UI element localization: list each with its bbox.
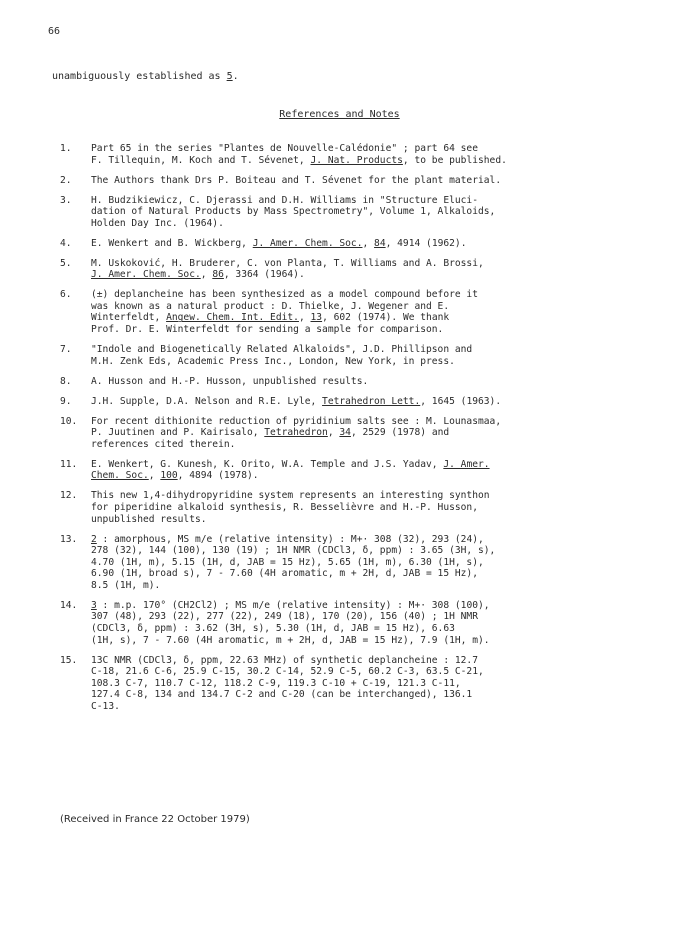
underlined-citation: 86 [212,269,224,281]
lead-end: . [232,71,239,82]
reference-fragment: , 3364 (1964). [223,269,305,281]
reference-fragment: H. Budzikiewicz, C. Djerassi and D.H. Williams in "Structure Eluci- dation of Natural Products by Mass Spectrometry", Volume 1, Alkaloids, Holden Day Inc. (1964). [91,194,496,229]
reference-fragment: , [327,427,340,439]
lead-text: unambiguously established as [52,71,227,82]
reference-number: 4. [60,237,72,249]
reference-text [91,376,626,388]
reference-item [60,238,626,250]
reference-number: 1. [60,143,72,154]
reference-number: 7. [60,344,72,356]
underlined-citation: 13 [310,312,323,324]
references-list [60,143,626,721]
reference-number: 2. [60,174,72,186]
compound-ref: 5 [226,71,233,82]
underlined-citation: 84 [374,237,386,249]
reference-number: 14. [60,599,78,611]
reference-text [91,416,626,451]
reference-text [91,655,626,713]
reference-number: 3. [60,194,72,206]
reference-number: 13. [60,533,78,545]
reference-text [91,175,626,187]
reference-item [60,175,626,187]
reference-text [91,534,626,592]
reference-item [60,459,626,482]
reference-fragment: E. Wenkert, G. Kunesh, K. Orito, W.A. Temple and J.S. Yadav, [91,458,444,470]
reference-fragment: , [148,470,161,482]
reference-text [91,238,626,250]
reference-number: 9. [60,395,72,407]
reference-text [91,344,626,367]
received-date: (Received in France 22 October 1979) [60,814,250,825]
reference-text [91,396,626,408]
reference-text [91,600,626,646]
reference-item [60,258,626,281]
reference-fragment: (±) deplancheine has been synthesized as a model compound before it was known as a natural product : D. Thielke, J. Wegener and E. Winterfeldt, [91,289,478,324]
reference-item [60,396,626,408]
underlined-citation: Angew. Chem. Int. Edit. [166,312,299,324]
underlined-citation: 34 [339,427,351,439]
reference-fragment: , [362,237,375,249]
reference-number: 10. [60,415,78,427]
reference-fragment: , [200,269,213,281]
reference-fragment: "Indole and Biogenetically Related Alkaloids", J.D. Phillipson and M.H. Zenk Eds, Academic Press Inc., London, New York, in press. [91,344,473,367]
lead-sentence [52,71,239,82]
underlined-citation: Tetrahedron [264,427,328,439]
reference-item [60,195,626,230]
reference-fragment: E. Wenkert and B. Wickberg, [91,237,253,249]
reference-item [60,143,626,166]
page-number: 66 [48,26,61,37]
reference-fragment: J.H. Supple, D.A. Nelson and R.E. Lyle, [91,395,323,407]
reference-number: 12. [60,490,78,502]
reference-item [60,600,626,646]
reference-text [91,143,626,166]
reference-fragment: , 2529 (1978) and references cited therein. [91,427,450,450]
section-title: References and Notes [279,109,400,120]
underlined-citation: J. Amer. Chem. Soc. [91,458,490,482]
reference-text [91,490,626,525]
reference-number: 8. [60,375,72,387]
reference-fragment: , 1645 (1963). [420,395,502,407]
reference-item [60,655,626,713]
underlined-citation: J. Amer. Chem. Soc. [252,237,363,249]
underlined-citation: J. Nat. Products [310,154,403,166]
reference-item [60,416,626,451]
reference-fragment: This new 1,4-dihydropyridine system represents an interesting synthon for piperidine alkaloid synthesis, R. Besselièvre and H.-P. Husson, unpublished results. [91,490,490,525]
reference-fragment: The Authors thank Drs P. Boiteau and T. Sévenet for the plant material. [91,174,502,186]
reference-text [91,459,626,482]
reference-text [91,289,626,335]
reference-fragment: : m.p. 170° (CH2Cl2) ; MS m/e (relative intensity) : M+· 308 (100), 307 (48), 293 (22), 277 (22), 249 (18), 170 (20), 156 (40) ; 1H NMR (CDCl3, δ, ppm) : 3.62 (3H, s), 5.30 (1H, d, JAB = 15 Hz), 6.63 (1H, s), 7 - 7.60 (4H aromatic, m + 2H, d, JAB = 15 Hz), 7.9 (1H, m). [91,599,490,646]
reference-item [60,490,626,525]
reference-text [91,195,626,230]
reference-fragment: : amorphous, MS m/e (relative intensity) : M+· 308 (32), 293 (24), 278 (32), 144 (100), 130 (19) ; 1H NMR (CDCl3, δ, ppm) : 3.65 (3H, s), 4.70 (1H, m), 5.15 (1H, d, JAB = 15 Hz), 5.65 (1H, m), 6.30 (1H, s), 6.90 (1H, broad s), 7 - 7.60 (4H aromatic, m + 2H, d, JAB = 15 Hz), 8.5 (1H, m). [91,533,496,591]
reference-item [60,376,626,388]
reference-fragment: For recent dithionite reduction of pyridinium salts see : M. Lounasmaa, P. Juutinen and P. Kairisalo, [91,415,502,439]
underlined-citation: 3 [91,599,97,611]
reference-fragment: Part 65 in the series "Plantes de Nouvelle-Calédonie" ; part 64 see F. Tillequin, M. Koch and T. Sévenet, [91,143,478,166]
reference-fragment: 13C NMR (CDCl3, δ, ppm, 22.63 MHz) of synthetic deplancheine : 12.7 C-18, 21.6 C-6, 25.9 C-15, 30.2 C-14, 52.9 C-5, 60.2 C-3, 63.5 C-21, 108.3 C-7, 110.7 C-12, 118.2 C-9, 119.3 C-10 + C-19, 121.3 C-11, 127.4 C-8, 134 and 134.7 C-2 and C-20 (can be interchanged), 136.1 C-13. [91,654,484,713]
reference-fragment: M. Uskoković, H. Bruderer, C. von Planta, T. Williams and A. Brossi, [91,257,484,269]
underlined-citation: Tetrahedron Lett. [322,395,421,407]
reference-item [60,289,626,335]
reference-fragment: A. Husson and H.-P. Husson, unpublished results. [91,375,369,387]
underlined-citation: 100 [160,470,178,482]
reference-item [60,344,626,367]
reference-fragment: , to be published. [402,154,507,166]
reference-fragment: , [298,312,311,324]
reference-number: 6. [60,289,72,301]
underlined-citation: 2 [91,533,97,545]
reference-fragment: , 602 (1974). We thank Prof. Dr. E. Winterfeldt for sending a sample for comparison. [91,312,450,336]
reference-item [60,534,626,592]
reference-number: 11. [60,458,78,470]
reference-text [91,258,626,281]
reference-fragment: , 4914 (1962). [385,237,467,249]
reference-number: 15. [60,654,78,666]
underlined-citation: J. Amer. Chem. Soc. [91,269,201,281]
reference-fragment: , 4894 (1978). [177,470,259,482]
reference-number: 5. [60,257,72,269]
